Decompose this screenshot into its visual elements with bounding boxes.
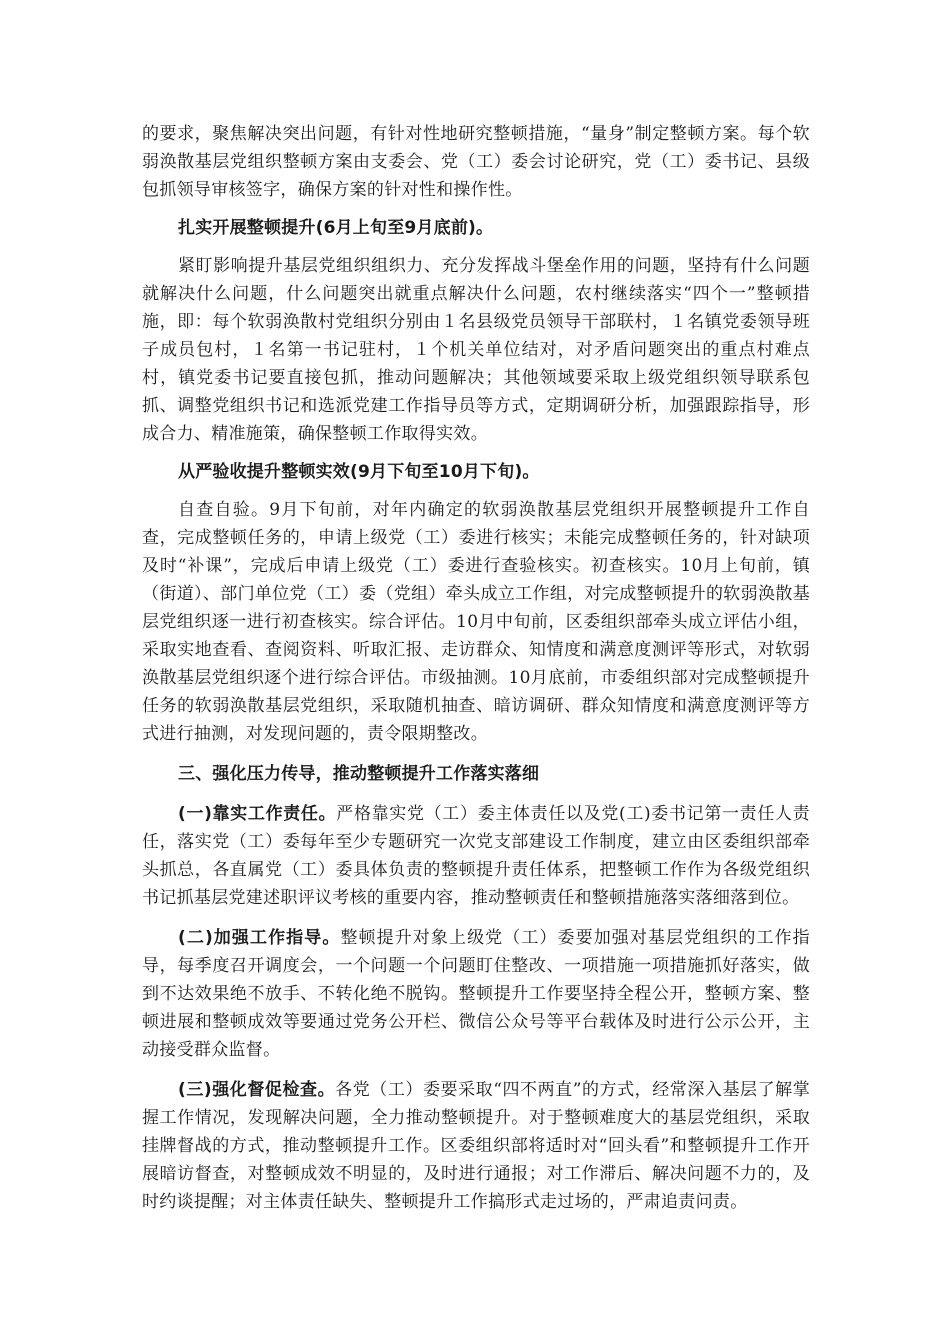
lead-guidance: (二)加强工作指导。: [178, 928, 341, 948]
body-responsibility: 严格靠实党（工）委主体责任以及党(工)委书记第一责任人责任，落实党（工）委每年至少专题研究一次党支部建设工作制度，建立由区委组织部牵头抓总，各直属党（工）委具体负责的整顿提升责任体系，把整顿工作作为各级党组织书记抓基层党建述职评议考核的重要内容，推动整顿责任和整顿措施落实落细落到位。: [142, 804, 810, 908]
document-page: [142, 120, 810, 1216]
lead-supervision: (三)强化督促检查。: [178, 1080, 336, 1100]
paragraph-guidance: [142, 924, 810, 1064]
paragraph-rectification-measures: 紧盯影响提升基层党组织组织力、充分发挥战斗堡垒作用的问题，坚持有什么问题就解决什么问题，什么问题突出就重点解决什么问题，农村继续落实“四个一”整顿措施，即：每个软弱涣散村党组织分别由１名县级党员领导干部联村，１名镇党委领导班子成员包村，１名第一书记驻村，１个机关单位结对，对矛盾问题突出的重点村难点村，镇党委书记要直接包抓，推动问题解决；其他领域要采取上级党组织领导联系包抓、调整党组织书记和选派党建工作指导员等方式，定期调研分析，加强跟踪指导，形成合力、精准施策，确保整顿工作取得实效。: [142, 256, 810, 444]
body-supervision: 各党（工）委要采取“四不两直”的方式，经常深入基层了解掌握工作情况，发现解决问题，全力推动整顿提升。对于整顿难度大的基层党组织，采取挂牌督战的方式，推动整顿提升工作。区委组织部将适时对“回头看”和整顿提升工作开展暗访督查，对整顿成效不明显的，及时进行通报；对工作滞后、解决问题不力的，及时约谈提醒；对主体责任缺失、整顿提升工作搞形式走过场的，严肃追责问责。: [142, 1080, 810, 1212]
heading-rectification-phase: 扎实开展整顿提升(6月上旬至9月底前)。: [178, 218, 494, 238]
paragraph-plan-continuation: 的要求，聚焦解决突出问题，有针对性地研究整顿措施，“量身”制定整顿方案。每个软弱涣散基层党组织整顿方案由支委会、党（工）委会讨论研究，党（工）委书记、县级包抓领导审核签字，确保方案的针对性和操作性。: [142, 124, 810, 200]
body-guidance: 整顿提升对象上级党（工）委要加强对基层党组织的工作指导，每季度召开调度会，一个问题一个问题盯住整改、一项措施一项措施抓好落实，做到不达效果绝不放手、不转化绝不脱钩。整顿提升工作要坚持全程公开，整顿方案、整顿进展和整顿成效等要通过党务公开栏、微信公众号等平台载体及时进行公示公开，主动接受群众监督。: [142, 928, 810, 1060]
paragraph-supervision: [142, 1076, 810, 1216]
paragraph-acceptance-steps: 自查自验。9月下旬前，对年内确定的软弱涣散基层党组织开展整顿提升工作自查，完成整顿任务的，申请上级党（工）委进行核实；未能完成整顿任务的，针对缺项及时“补课”，完成后申请上级党（工）委进行查验核实。初查核实。10月上旬前，镇（街道）、部门单位党（工）委（党组）牵头成立工作组，对完成整顿提升的软弱涣散基层党组织逐一进行初查核实。综合评估。10月中旬前，区委组织部牵头成立评估小组，采取实地查看、查阅资料、听取汇报、走访群众、知情度和满意度测评等形式，对软弱涣散基层党组织逐个进行综合评估。市级抽测。10月底前，市委组织部对完成整顿提升任务的软弱涣散基层党组织，采取随机抽查、暗访调研、群众知情度和满意度测评等方式进行抽测，对发现问题的，责令限期整改。: [142, 500, 810, 744]
paragraph-responsibility: [142, 800, 810, 912]
heading-acceptance-phase: 从严验收提升整顿实效(9月下旬至10月下旬)。: [178, 462, 540, 482]
lead-responsibility: (一)靠实工作责任。: [178, 804, 337, 824]
heading-section-three: 三、强化压力传导，推动整顿提升工作落实落细: [178, 764, 540, 784]
